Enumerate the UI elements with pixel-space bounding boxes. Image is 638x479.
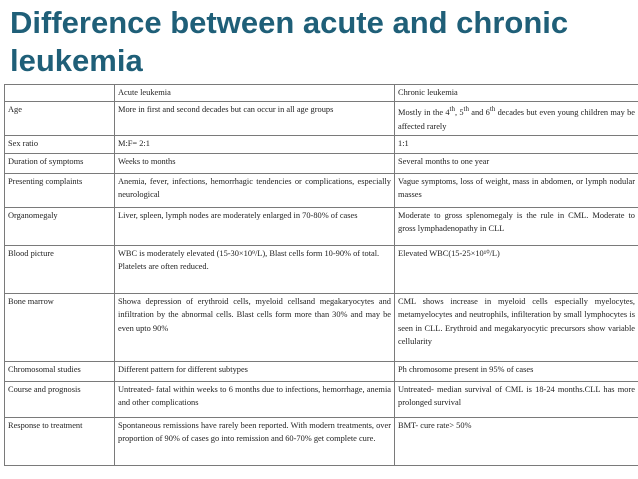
row-label: Age <box>5 102 115 136</box>
table-row <box>5 381 638 417</box>
chronic-cell: 1:1 <box>395 136 638 153</box>
comparison-table <box>4 84 638 466</box>
header-cell-chronic: Chronic leukemia <box>395 85 638 102</box>
chronic-cell: Mostly in the 4th, 5th and 6th decades but even young children may be affected rarely <box>395 102 638 136</box>
row-label: Presenting complaints <box>5 173 115 207</box>
row-label: Sex ratio <box>5 136 115 153</box>
chronic-cell: Vague symptoms, loss of weight, mass in abdomen, or lymph nodular masses <box>395 173 638 207</box>
table-row <box>5 417 638 465</box>
chronic-cell: BMT- cure rate> 50% <box>395 417 638 465</box>
table-header-row <box>5 85 638 102</box>
row-label: Chromosomal studies <box>5 361 115 381</box>
acute-cell: WBC is moderately elevated (15-30×10⁹/L), Blast cells form 10-90% of total. Platelets are often reduced. <box>115 245 395 293</box>
chronic-cell: Ph chromosome present in 95% of cases <box>395 361 638 381</box>
row-label: Blood picture <box>5 245 115 293</box>
header-cell-blank <box>5 85 115 102</box>
row-label: Response to treatment <box>5 417 115 465</box>
table-row <box>5 153 638 173</box>
comparison-table-container <box>4 84 638 466</box>
table-row <box>5 293 638 361</box>
table-row <box>5 102 638 136</box>
chronic-cell: CML shows increase in myeloid cells especially myelocytes, metamyelocytes and neutrophils, infilteration by small lymphocytes is seen in CLL. Erythroid and megakaryocytic precursors show variable cellularity <box>395 293 638 361</box>
chronic-cell: Moderate to gross splenomegaly is the rule in CML. Moderate to gross lymphadenopathy in CLL <box>395 207 638 245</box>
acute-cell: Different pattern for different subtypes <box>115 361 395 381</box>
row-label: Course and prognosis <box>5 381 115 417</box>
acute-cell: Showa depression of erythroid cells, myeloid cellsand megakaryocytes and infiltration by the abnormal cells. Blast cells form more than 30% and may be even upto 90% <box>115 293 395 361</box>
table-row <box>5 136 638 153</box>
table-row <box>5 207 638 245</box>
chronic-cell: Several months to one year <box>395 153 638 173</box>
table-row <box>5 245 638 293</box>
row-label: Bone marrow <box>5 293 115 361</box>
acute-cell: Weeks to months <box>115 153 395 173</box>
acute-cell: M:F= 2:1 <box>115 136 395 153</box>
row-label: Organomegaly <box>5 207 115 245</box>
table-row <box>5 173 638 207</box>
header-cell-acute: Acute leukemia <box>115 85 395 102</box>
chronic-cell: Untreated- median survival of CML is 18-24 months.CLL has more prolonged survival <box>395 381 638 417</box>
acute-cell: Spontaneous remissions have rarely been reported. With modern treatments, over proportion of 90% of cases go into remission and 60-70% get complete cure. <box>115 417 395 465</box>
row-label: Duration of symptoms <box>5 153 115 173</box>
table-row <box>5 361 638 381</box>
slide-title: Difference between acute and chronic leukemia <box>10 5 569 78</box>
acute-cell: More in first and second decades but can occur in all age groups <box>115 102 395 136</box>
acute-cell: Untreated- fatal within weeks to 6 months due to infections, hemorrhage, anemia and other complications <box>115 381 395 417</box>
chronic-cell: Elevated WBC(15-25×10¹⁰/L) <box>395 245 638 293</box>
acute-cell: Anemia, fever, infections, hemorrhagic tendencies or complications, especially neurological <box>115 173 395 207</box>
acute-cell: Liver, spleen, lymph nodes are moderately enlarged in 70-80% of cases <box>115 207 395 245</box>
